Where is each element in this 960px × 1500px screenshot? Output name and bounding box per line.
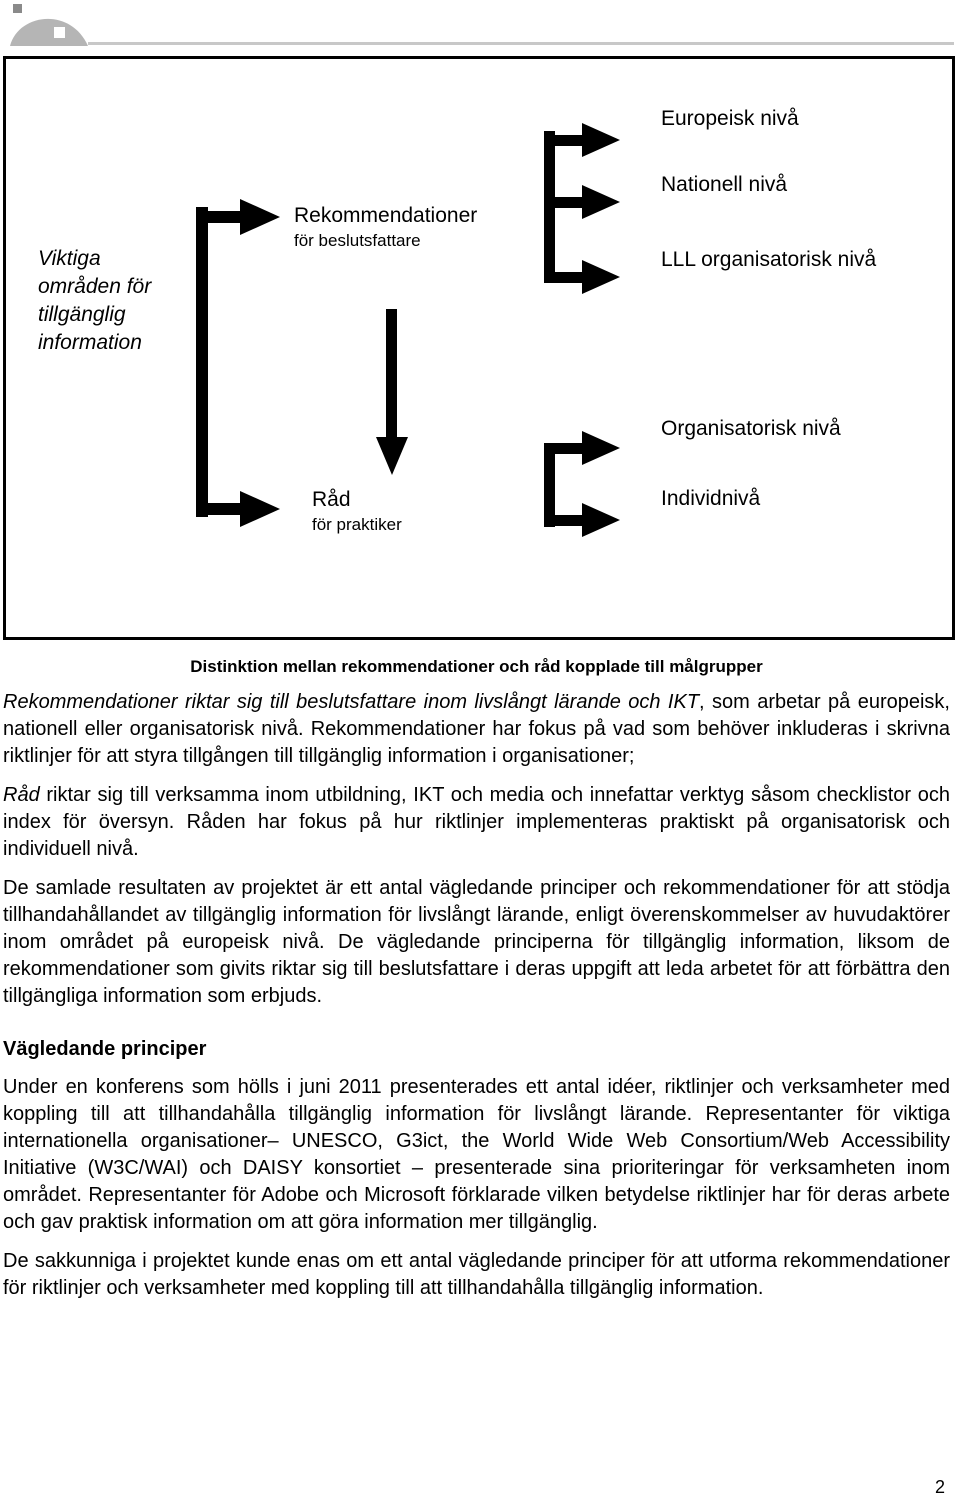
header-rule <box>88 42 954 45</box>
paragraph-rekommendationer-lead: Rekommendationer riktar sig till beslutsfattare inom livslångt lärande och IKT <box>3 691 700 713</box>
logo-dome-shape <box>10 19 88 46</box>
document-body <box>3 656 950 1314</box>
paragraph-rekommendationer-text: , som arbetar på europeisk, nationell eller organisatorisk nivå. Rekommendationer har fokus på vad som behöver inkluderas i skrivna riktlinjer för att styra tillgången till tillgänglig information i organisationer; <box>3 691 950 767</box>
paragraph-rekommendationer <box>3 689 950 770</box>
header-logo <box>0 0 960 50</box>
level-europeisk: Europeisk nivå <box>661 107 799 130</box>
level-organisatorisk: Organisatorisk nivå <box>661 417 841 440</box>
bottom-right-bracket-arrow-icon <box>544 431 620 537</box>
paragraph-rad-lead: Råd <box>3 784 40 806</box>
level-nationell: Nationell nivå <box>661 173 788 196</box>
logo-square-small <box>13 4 22 13</box>
paragraph-konferens: Under en konferens som hölls i juni 2011 presenterades ett antal idéer, riktlinjer och verksamheter med koppling till att tillhandahålla tillgänglig information för livslångt lärande. Representanter för viktiga internationella organisationer– UNESCO, G3ict, the World Wide Web Consortium/Web Accessibility Initiative (W3C/WAI) och DAISY konsortiet – presenterade sina prioriteringar för verksamheten inom området. Representanter för Adobe och Microsoft förklarade vilken betydelse riktlinjer har för deras arbete och gav praktisk information om att göra information mer tillgänglig. <box>3 1076 950 1233</box>
rad-block <box>312 486 402 536</box>
rekommendationer-title: Rekommendationer <box>294 204 478 227</box>
paragraph-rad-text: riktar sig till verksamma inom utbildning, IKT och media och innefattar verktyg såsom checklistor och index för översyn. Råden har fokus på hur riktlinjer implementeras praktiskt på organisatorisk och individuell nivå. <box>3 784 950 860</box>
diagram-figure <box>3 56 955 640</box>
paragraph-resultat: De samlade resultaten av projektet är ett antal vägledande principer och rekommendationer för att stödja tillhandahållandet av tillgänglig information för livslångt lärande, enligt överenskommelser av huvudaktörer inom området på europeisk nivå. De vägledande principerna för tillgänglig information, liksom de rekommendationer som givits riktar sig till beslutsfattare i deras uppgift att leda arbetet för att förbättra den tillgängliga information som erbjuds. <box>3 877 950 1007</box>
top-right-bracket-arrow-icon <box>544 123 620 294</box>
rekommendationer-subtitle: för beslutsfattare <box>294 231 421 250</box>
rad-title: Råd <box>312 488 351 511</box>
figure-caption: Distinktion mellan rekommendationer och råd kopplade till målgrupper <box>190 657 763 676</box>
level-lll-organisatorisk: LLL organisatorisk nivå <box>661 248 877 271</box>
paragraph-rad <box>3 782 950 863</box>
diagram-left-title: Viktiga områden för tillgänglig information <box>38 247 152 354</box>
rekommendationer-block <box>294 202 477 252</box>
level-individ: Individnivå <box>661 487 761 510</box>
section-heading: Vägledande principer <box>3 1038 207 1060</box>
down-arrow-icon <box>376 309 408 475</box>
page-number: 2 <box>935 1477 946 1497</box>
logo-square-inner <box>54 27 65 38</box>
rad-subtitle: för praktiker <box>312 515 402 534</box>
paragraph-sakkunniga: De sakkunniga i projektet kunde enas om ett antal vägledande principer för att utforma rekommendationer för riktlinjer och verksamheter med koppling till att tillhandahålla tillgänglig information. <box>3 1250 950 1299</box>
left-bracket-arrow-icon <box>196 199 280 527</box>
